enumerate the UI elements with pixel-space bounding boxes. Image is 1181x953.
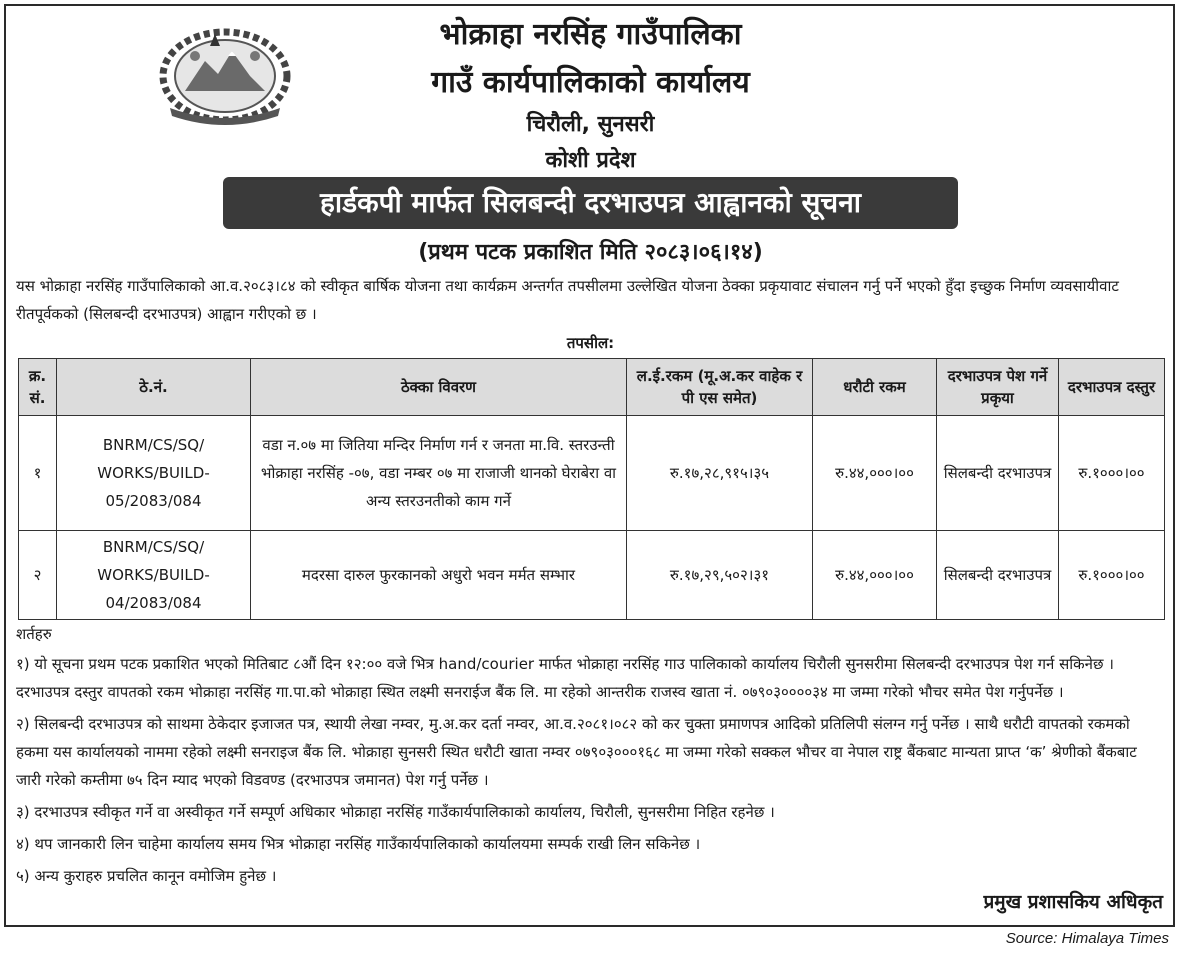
municipality-name: भोक्राहा नरसिंह गाउँपालिका [439,17,742,52]
table-header-row [19,359,1165,416]
condition-item: ५) अन्य कुराहरु प्रचलित कानून वमोजिम हुनेछ । [16,867,277,885]
office-name: गाउँ कार्यपालिकाको कार्यालय [431,65,750,100]
conditions-list [16,650,1166,894]
cell-method: सिलबन्दी दरभाउपत्र [937,531,1059,620]
cell-fee: रु.१०००।०० [1059,531,1165,620]
cell-deposit: रु.४४,०००।०० [813,416,937,531]
cell-sn: १ [19,416,57,531]
cell-fee: रु.१०००।०० [1059,416,1165,531]
condition-item: २) सिलबन्दी दरभाउपत्र को साथमा ठेकेदार इजाजत पत्र, स्थायी लेखा नम्वर, मु.अ.कर दर्ता नम्वर, आ.व.२०८१।०८२ को कर चुक्ता प्रमाणपत्र आदिको प्रतिलिपी संलग्न गर्नु पर्नेछ । साथै धरौटी वापतको रकमको हकमा यस कार्यालयको नाममा रहेको लक्ष्मी सनराइज बैंक लि. भोक्राहा सुनसरी स्थित धरौटी खाता नम्वर ०७९०३०००१६८ मा जम्मा गरेको सक्कल भौचर वा नेपाल राष्ट्र बैंकबाट मान्यता प्राप्त ‘क’ श्रेणीको बैंकबाट जारी गरेको कम्तीमा ७५ दिन म्याद भएको विडवण्ड (दरभाउपत्र जमानत) पेश गर्नु पर्नेछ । [16,715,1137,789]
cell-description: वडा न.०७ मा जितिया मन्दिर निर्माण गर्न र जनता मा.वि. स्तरउन्ती भोक्राहा नरसिंह -०७, वडा नम्बर ०७ मा राजाजी थानको घेराबेरा वा अन्य स्तरउनतीको काम गर्ने [251,416,627,531]
col-method: दरभाउपत्र पेश गर्ने प्रकृया [937,359,1059,416]
col-fee: दरभाउपत्र दस्तुर [1059,359,1165,416]
office-location: चिरौली, सुनसरी [526,112,655,137]
notice-title: हार्डकपी मार्फत सिलबन्दी दरभाउपत्र आह्वानको सूचना [223,177,958,229]
cell-method: सिलबन्दी दरभाउपत्र [937,416,1059,531]
col-deposit: धरौटी रकम [813,359,937,416]
conditions-title: शर्तहरु [16,625,52,643]
publication-date: (प्रथम पटक प्रकाशित मिति २०८३।०६।१४) [418,240,763,265]
condition-item: १) यो सूचना प्रथम पटक प्रकाशित भएको मितिबाट ८औं दिन १२:०० वजे भित्र hand/courier मार्फत भोक्राहा नरसिंह गाउ पालिकाको कार्यालय चिरौली सुनसरीमा सिलबन्दी दरभाउपत्र पेश गर्न सकिनेछ । दरभाउपत्र दस्तुर वापतको रकम भोक्राहा नरसिंह गा.पा.को भोक्राहा स्थित लक्ष्मी सनराईज बैंक लि. मा रहेको आन्तरीक राजस्व खाता नं. ०७९०३००००३४ मा जम्मा गरेको भौचर समेत पेश गर्नुपर्नेछ । [16,655,1114,701]
cell-estimate: रु.१७,२८,९१५।३५ [627,416,813,531]
source-credit: Source: Himalaya Times [1005,930,1169,947]
signatory-title: प्रमुख प्रशासकिय अधिकृत [983,891,1163,913]
contract-table [18,358,1165,620]
col-estimate: ल.ई.रकम (मू.अ.कर वाहेक र पी एस समेत) [627,359,813,416]
col-contract-no: ठे.नं. [57,359,251,416]
condition-item: ३) दरभाउपत्र स्वीकृत गर्ने वा अस्वीकृत गर्ने सम्पूर्ण अधिकार भोक्राहा नरसिंह गाउँकार्यपालिकाको कार्यालय, चिरौली, सुनसरीमा निहित रहनेछ । [16,803,775,821]
col-sn: क्र. सं. [19,359,57,416]
cell-contract-no: BNRM/CS/SQ/ WORKS/BUILD- 04/2083/084 [57,531,251,620]
table-row [19,416,1165,531]
table-row [19,531,1165,620]
schedule-label: तपसील: [566,334,615,352]
cell-contract-no: BNRM/CS/SQ/ WORKS/BUILD- 05/2083/084 [57,416,251,531]
cell-sn: २ [19,531,57,620]
province-name: कोशी प्रदेश [545,148,636,173]
cell-estimate: रु.१७,२९,५०२।३१ [627,531,813,620]
cell-description: मदरसा दारुल फुरकानको अधुरो भवन मर्मत सम्भार [251,531,627,620]
col-description: ठेक्का विवरण [251,359,627,416]
condition-item: ४) थप जानकारी लिन चाहेमा कार्यालय समय भित्र भोक्राहा नरसिंह गाउँकार्यपालिकाको कार्यालयमा सम्पर्क राखी लिन सकिनेछ । [16,835,701,853]
cell-deposit: रु.४४,०००।०० [813,531,937,620]
intro-paragraph: यस भोक्राहा नरसिंह गाउँपालिकाको आ.व.२०८३।८४ को स्वीकृत बार्षिक योजना तथा कार्यक्रम अन्तर्गत तपसीलमा उल्लेखित योजना ठेक्का प्रकृयावाट संचालन गर्नु पर्ने भएको हुँदा इच्छुक निर्माण व्यवसायीवाट रीतपूर्वकको (सिलबन्दी दरभाउपत्र) आह्वान गरीएको छ । [16,277,1119,323]
